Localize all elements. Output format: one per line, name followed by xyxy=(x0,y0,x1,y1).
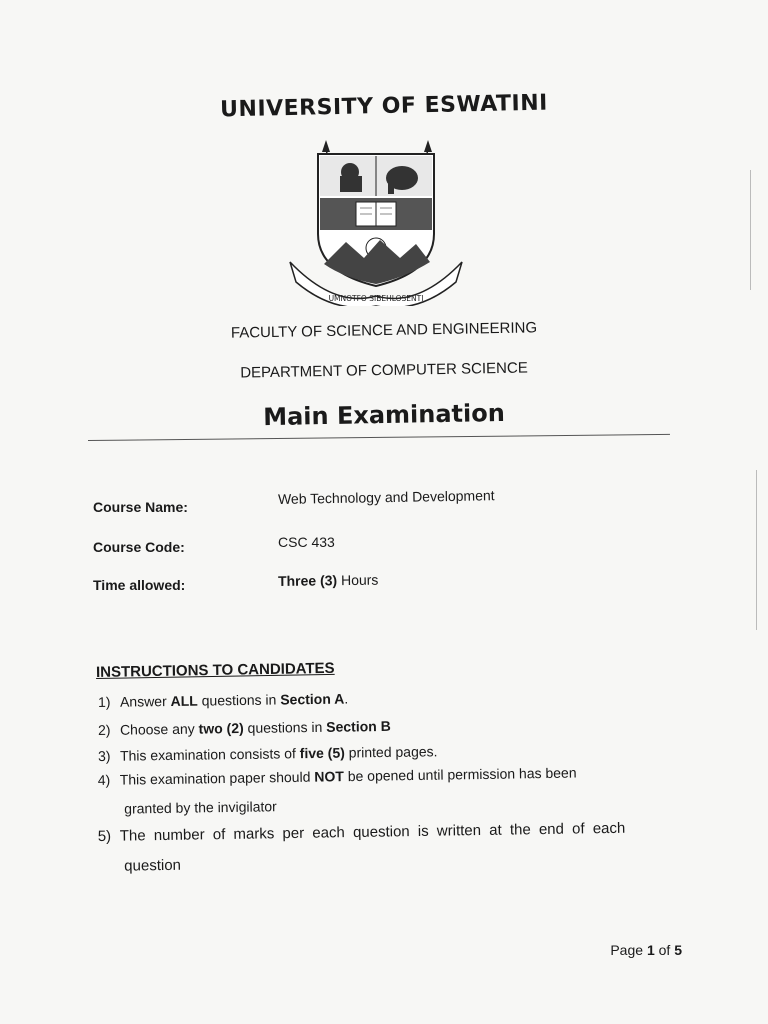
instruction-number: 1) xyxy=(97,693,111,710)
instruction-emphasis: two (2) xyxy=(198,719,244,737)
instruction-emphasis: Section A xyxy=(280,690,345,708)
time-allowed-value xyxy=(278,572,379,589)
instruction-item xyxy=(98,714,688,738)
course-code-label: Course Code: xyxy=(93,539,185,555)
instruction-text: questions in xyxy=(197,691,281,709)
instruction-continuation: question xyxy=(124,856,182,875)
exam-type-heading: Main Examination xyxy=(262,398,506,432)
department-name: DEPARTMENT OF COMPUTER SCIENCE xyxy=(240,359,528,382)
scan-edge-mark xyxy=(750,170,751,290)
university-title: UNIVERSITY OF ESWATINI xyxy=(219,90,549,123)
instruction-number: 3) xyxy=(97,747,111,764)
course-code-value: CSC 433 xyxy=(278,534,335,550)
instruction-text: be opened until permission has been xyxy=(343,764,577,785)
instructions-heading: INSTRUCTIONS TO CANDIDATES xyxy=(95,659,335,681)
course-name-value: Web Technology and Development xyxy=(277,487,495,507)
instruction-emphasis: NOT xyxy=(314,768,344,785)
instruction-text: This examination paper should xyxy=(119,768,315,788)
header-divider xyxy=(88,434,670,441)
instruction-continuation: granted by the invigilator xyxy=(124,798,277,817)
instruction-emphasis: Section B xyxy=(326,717,391,735)
university-crest-logo xyxy=(284,136,468,306)
instruction-item xyxy=(98,763,689,817)
instruction-text: The number of marks per each question is written at the end of each xyxy=(119,819,626,845)
time-allowed-unit: Hours xyxy=(337,571,379,589)
page-number xyxy=(610,942,682,958)
instruction-text: printed pages. xyxy=(344,743,438,761)
page-prefix: Page xyxy=(610,942,647,958)
page-of: of xyxy=(654,942,675,958)
instruction-number: 4) xyxy=(97,771,111,789)
instruction-text: Choose any xyxy=(119,720,199,738)
svg-text:UMNOTFO SIBEHLOSENTI: UMNOTFO SIBEHLOSENTI xyxy=(328,294,424,303)
instruction-item xyxy=(98,686,688,710)
time-allowed-amount: Three (3) xyxy=(277,572,338,589)
faculty-name: FACULTY OF SCIENCE AND ENGINEERING xyxy=(230,319,538,342)
course-name-label: Course Name: xyxy=(93,499,188,515)
instruction-number: 5) xyxy=(97,827,112,846)
instruction-text: questions in xyxy=(243,718,327,736)
instruction-emphasis: ALL xyxy=(170,692,198,709)
page-current: 1 xyxy=(646,942,655,958)
scan-edge-mark xyxy=(756,470,757,630)
instruction-item xyxy=(98,740,688,764)
time-allowed-label: Time allowed: xyxy=(93,577,186,593)
instruction-emphasis: five (5) xyxy=(299,744,345,762)
instruction-number: 2) xyxy=(97,721,111,738)
instruction-item xyxy=(98,819,689,875)
instruction-text: Answer xyxy=(119,692,171,710)
instruction-text: This examination consists of xyxy=(119,745,300,764)
page-total: 5 xyxy=(674,942,682,958)
instruction-text: . xyxy=(344,690,349,707)
